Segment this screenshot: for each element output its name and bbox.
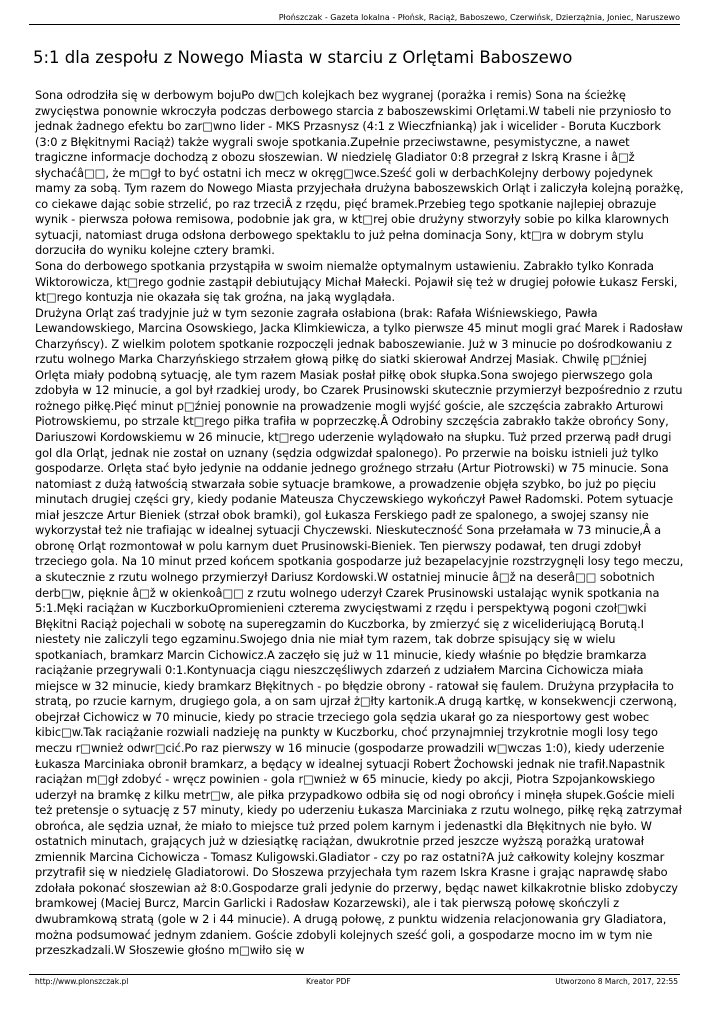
page-footer (29, 974, 680, 985)
footer-generator: Kreator PDF (306, 977, 351, 986)
article-body (35, 88, 684, 959)
article-paragraph: Sona odrodziła się w derbowym bojuPo dw□ch kolejkach bez wygranej (porażka i remis) Sona na ścieżkę zwycięstwa ponownie wkroczyła podczas derbowego starcia z baboszewskimi Orlętami.W tabeli nie przyniosło to jednak żadnego efektu bo zar□wno lider - MKS Przasnysz (4:1 z Wieczfnianką) jak i wicelider - Boruta Kuczbork (3:0 z Błękitnymi Raciąż) także wygrali swoje spotkania.Zupełnie przeciwstawne, pesymistyczne, a nawet tragiczne informacje dochodzą z obozu słoszewian. W niedzielę Gladiator 0:8 przegrał z Iskrą Krasne i â□ž słychaćâ□□, że m□gł to być ostatni ich mecz w okręg□wce.Sześć goli w derbachKolejny derbowy pojedynek mamy za sobą. Tym razem do Nowego Miasta przyjechała drużyna baboszewskich Orląt i zaliczyła kolejną porażkę, co ciekawe dając sobie strzelić, po raz trzeciÂ z rzędu, pięć bramek.Przebieg tego spotkanie najlepiej obrazuje wynik - pierwsza połowa remisowa, podobnie jak gra, w kt□rej obie drużyny stworzyły sobie po kilka klarownych sytuacji, natomiast druga odsłona derbowego spektaklu to już pełna dominacja Sony, kt□ra w dobrym stylu dorzuciła do wyniku kolejne cztery bramki. (35, 88, 684, 258)
site-description: Płońszczak - Gazeta lokalna - Płońsk, Raciąż, Baboszewo, Czerwińsk, Dzierzążnia, Joniec, Naruszewo (278, 13, 680, 22)
article-paragraph: Drużyna Orląt zaś tradyjnie już w tym sezonie zagrała osłabiona (brak: Rafała Wiśniewskiego, Pawła Lewandowskiego, Marcina Osowskiego, Jacka Klimkiewicza, a tylko pierwsze 45 minut mogli grać Marek i Radosław Charzyńscy). Z wielkim polotem spotkanie rozpoczęli jednak baboszewianie. Już w 3 minucie po dośrodkowaniu z rzutu wolnego Marka Charzyńskiego strzałem głową piłkę do siatki skierował Andrzej Masiak. Chwilę p□źniej Orlęta miały podobną sytuację, ale tym razem Masiak posłał piłkę obok słupka.Sona swojego pierwszego gola zdobyła w 12 minucie, a gol był rzadkiej urody, bo Czarek Prusinowski skutecznie przymierzył bezpośrednio z rzutu rożnego piłkę.Pięć minut p□źniej ponownie na prowadzenie mogli wyjść goście, ale szczęścia zabrakło Arturowi Piotrowskiemu, po strzale kt□rego piłka trafiła w poprzeczkę.Â Odrobiny szczęścia zabrakło także obrońcy Sony, Dariuszowi Kordowskiemu w 26 minucie, kt□rego uderzenie wylądowało na słupku. Tuż przed przerwą padł drugi gol dla Orląt, jednak nie został on uznany (sędzia odgwizdał spalonego). Po przerwie na boisku istnieli już tylko gospodarze. Orlęta stać było jedynie na oddanie jednego groźnego strzału (Artur Piotrowski) w 75 minucie. Sona natomiast z dużą łatwością stwarzała sobie sytuacje bramkowe, a prowadzenie objęła szybko, bo już po pięciu minutach drugiej części gry, kiedy podanie Mateusza Chyczewskiego wykończył Paweł Radomski. Potem sytuacje miał jeszcze Artur Bieniek (strzał obok bramki), gol Łukasza Ferskiego padł ze spalonego, a swojej szansy nie wykorzystał też nie trafiając w idealnej sytuacji Chyczewski. Nieskuteczność Sona przełamała w 73 minucie,Â a obronę Orląt rozmontował w polu karnym duet Prusinowski-Bieniek. Ten pierwszy podawał, ten drugi zdobył trzeciego gola. Na 10 minut przed końcem spotkania gospodarze już bezapelacyjnie rozstrzygnęli losy tego meczu, a skutecznie z rzutu wolnego przymierzył Dariusz Kordowski.W ostatniej minucie â□ž na deserâ□□ sobotnich derb□w, pięknie â□ž w okienkoâ□□ z rzutu wolnego uderzył Czarek Prusinowski ustalając wynik spotkania na 5:1.Męki raciążan w KuczborkuOpromienieni czterema zwycięstwami z rzędu i perspektywą pogoni czoł□wki Błękitni Raciąż pojechali w sobotę na superegzamin do Kuczborka, by zmierzyć się z wicelideriującą Borutą.I niestety nie zaliczyli tego egzaminu.Swojego dnia nie miał tym razem, tak dobrze spisujący się w wielu spotkaniach, bramkarz Marcin Cichowicz.A zaczęło się już w 11 minucie, kiedy właśnie po błędzie bramkarza raciążanie przegrywali 0:1.Kontynuacja ciągu nieszczęśliwych zdarzeń z udziałem Marcina Cichowicza miała miejsce w 32 minucie, kiedy bramkarz Błękitnych - po błędzie obrony - ratował się faulem. Drużyna przypłaciła to stratą, po rzucie karnym, drugiego gola, a on sam ujrzał ż□łty kartonik.A drugą kartkę, w konsekwencji czerwoną, obejrzał Cichowicz w 70 minucie, kiedy po stracie trzeciego gola sędzia ukarał go za niesportowy gest wobec kibic□w.Tak raciążanie rozwiali nadzieję na punkty w Kuczborku, choć przynajmniej trzykrotnie mogli losy tego meczu r□wnież odwr□cić.Po raz pierwszy w 16 minucie (gospodarze prowadzili w□wczas 1:0), kiedy uderzenie Łukasza Marciniaka obronił bramkarz, a będący w idealnej sytuacji Robert Żochowski jednak nie trafił.Napastnik raciążan m□gł zdobyć - wręcz powinien - gola r□wnież w 65 minucie, kiedy po akcji, Piotra Szpojankowskiego uderzył na bramkę z kilku metr□w, ale piłka przypadkowo odbiła się od nogi obrońcy i minęła słupek.Goście mieli też pretensje o sytuację z 57 minuty, kiedy po uderzeniu Łukasza Marciniaka z rzutu wolnego, piłkę ręką zatrzymał obrońca, ale sędzia uznał, że miało to miejsce tuż przed polem karnym i jedenastki dla Błękitnych nie było. W ostatnich minutach, grających już w dziesiątkę raciążan, dwukrotnie przed jeszcze wyższą porażką uratował zmiennik Marcina Cichowicza - Tomasz Kuligowski.Gladiator - czy po raz ostatni?A już całkowity kolejny koszmar przytrafił się w niedzielę Gladiatorowi. Do Słoszewa przyjechała tym razem Iskra Krasne i grając naprawdę słabo zdołała pokonać słoszewian aż 8:0.Gospodarze grali jedynie do przerwy, będąc nawet kilkakrotnie blisko zdobyczy bramkowej (Maciej Burcz, Marcin Garlicki i Radosław Kozarzewski), ale i tak pierwszą połowę skończyli z dwubramkową stratą (gole w 2 i 44 minucie). A drugą połowę, z punktu widzenia relacjonowania gry Gladiatora, można podsumować jednym zdaniem. Goście zdobyli kolejnych sześć goli, a gospodarze mocno im w tym nie przeszkadzali.W Słoszewie głośno m□wiło się w (35, 305, 684, 958)
page-header (29, 13, 680, 25)
footer-url[interactable]: http://www.plonszczak.pl (35, 977, 129, 986)
footer-created-date: Utworzono 8 March, 2017, 22:55 (555, 977, 678, 986)
article-paragraph: Sona do derbowego spotkania przystąpiła w swoim niemalże optymalnym ustawieniu. Zabrakło tylko Konrada Wiktorowicza, kt□rego godnie zastąpił debiutujący Michał Małecki. Pojawił się też w drugiej połowie Łukasz Ferski, kt□rego kontuzja nie okazała się tak groźna, na jaką wyglądała. (35, 259, 678, 305)
article-title: 5:1 dla zespołu z Nowego Miasta w starciu z Orlętami Baboszewo (33, 48, 573, 68)
